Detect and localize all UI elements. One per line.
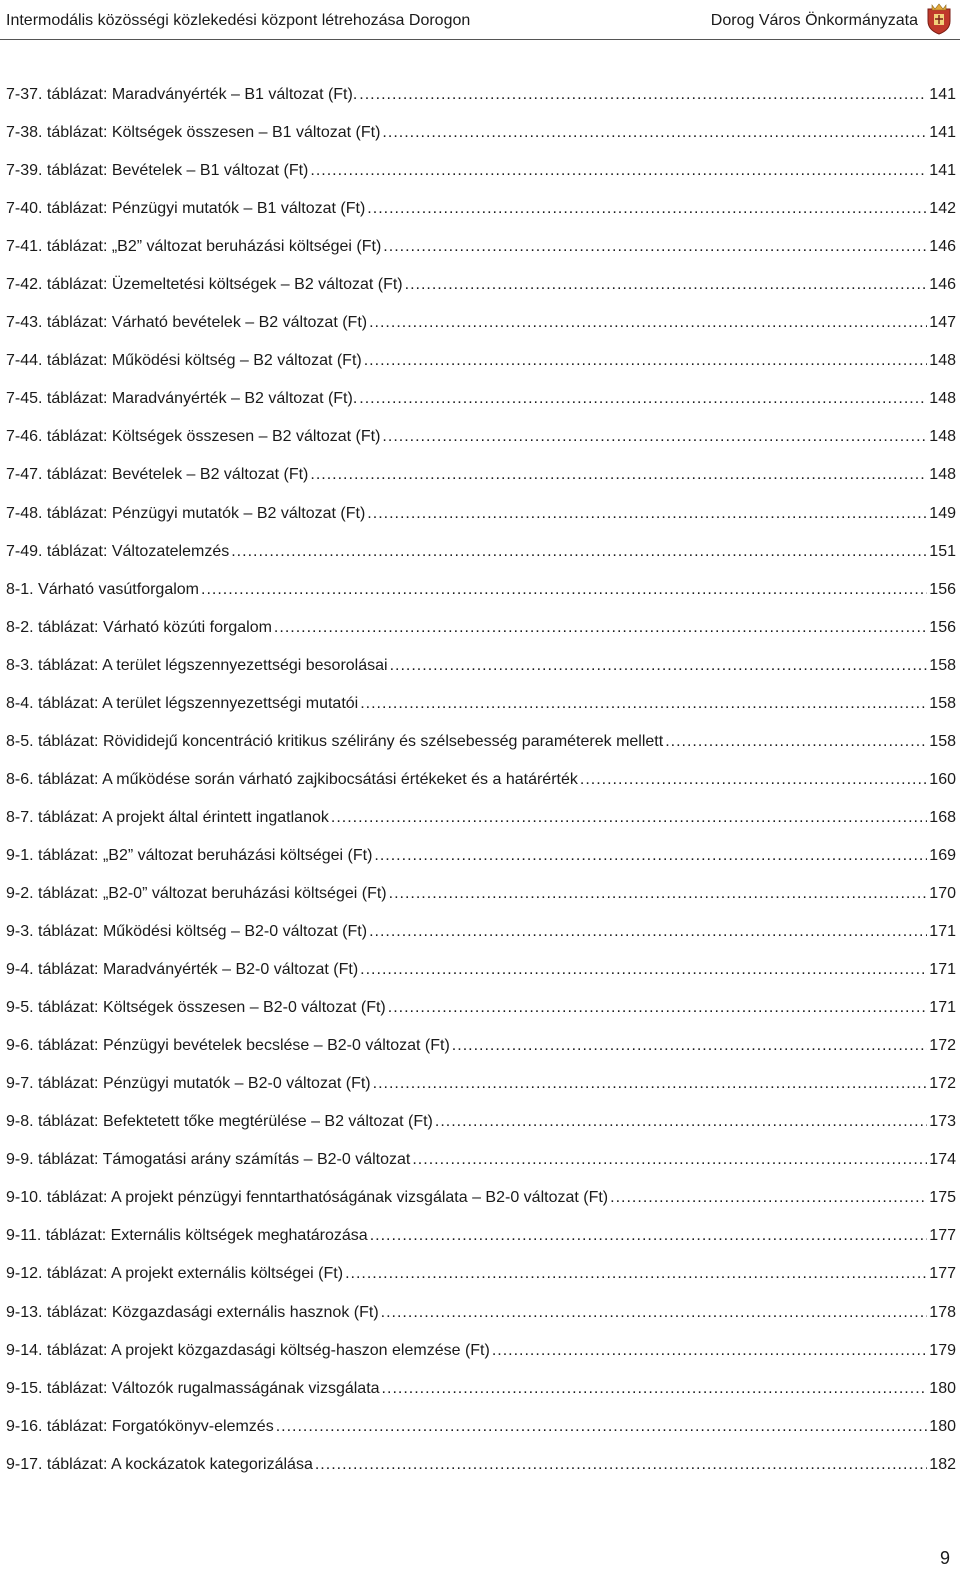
page-number: 9 xyxy=(939,1548,950,1568)
dot-leader xyxy=(452,1037,928,1055)
toc-entry-page: 180 xyxy=(929,1417,956,1435)
dot-leader xyxy=(367,505,927,523)
toc-entry[interactable] xyxy=(6,1113,956,1151)
toc-entry-page: 158 xyxy=(929,656,956,674)
toc-entry-label: 7-38. táblázat: Költségek összesen – B1 változat (Ft) xyxy=(6,124,381,142)
toc-entry-page: 151 xyxy=(929,542,956,560)
dot-leader xyxy=(373,1075,928,1093)
organization-name: Dorog Város Önkormányzata xyxy=(710,12,918,29)
toc-entry[interactable] xyxy=(6,466,956,504)
toc-entry[interactable] xyxy=(6,619,956,657)
toc-entry[interactable] xyxy=(6,581,956,619)
toc-entry-page: 172 xyxy=(929,1037,956,1055)
list-of-tables xyxy=(6,86,956,1494)
toc-entry-page: 171 xyxy=(929,999,956,1017)
toc-entry[interactable] xyxy=(6,1265,956,1303)
toc-entry-page: 169 xyxy=(929,846,956,864)
dot-leader xyxy=(360,695,927,713)
toc-entry[interactable] xyxy=(6,847,956,885)
dot-leader xyxy=(364,352,928,370)
toc-entry[interactable] xyxy=(6,809,956,847)
dot-leader xyxy=(201,581,927,599)
toc-entry-label: 7-49. táblázat: Változatelemzés xyxy=(6,542,230,560)
toc-entry-label: 9-12. táblázat: A projekt externális költségei (Ft) xyxy=(6,1265,344,1283)
toc-entry-label: 9-16. táblázat: Forgatókönyv-elemzés xyxy=(6,1417,274,1435)
toc-entry-label: 9-15. táblázat: Változók rugalmasságának vizsgálata xyxy=(6,1379,380,1397)
toc-entry-label: 7-48. táblázat: Pénzügyi mutatók – B2 változat (Ft) xyxy=(6,504,366,522)
toc-entry-label: 8-5. táblázat: Rövididejű koncentráció kritikus szélirány és szélsebesség paraméterek mellett xyxy=(6,732,664,750)
toc-entry[interactable] xyxy=(6,1304,956,1342)
toc-entry-label: 9-4. táblázat: Maradványérték – B2-0 változat (Ft) xyxy=(6,961,359,979)
toc-entry-page: 148 xyxy=(929,428,956,446)
toc-entry-label: 7-39. táblázat: Bevételek – B1 változat (Ft) xyxy=(6,162,309,180)
toc-entry[interactable] xyxy=(6,733,956,771)
toc-entry-page: 158 xyxy=(929,694,956,712)
toc-entry[interactable] xyxy=(6,124,956,162)
toc-entry-page: 182 xyxy=(929,1455,956,1473)
toc-entry-label: 9-17. táblázat: A kockázatok kategorizálása xyxy=(6,1455,313,1473)
toc-entry-label: 9-3. táblázat: Működési költség – B2-0 változat (Ft) xyxy=(6,923,368,941)
toc-entry-page: 149 xyxy=(929,504,956,522)
toc-entry-label: 9-14. táblázat: A projekt közgazdasági költség-haszon elemzése (Ft) xyxy=(6,1341,490,1359)
dot-leader xyxy=(665,733,927,751)
dot-leader xyxy=(276,1418,928,1436)
toc-entry-label: 9-9. táblázat: Támogatási arány számítás – B2-0 változat xyxy=(6,1151,411,1169)
toc-entry[interactable] xyxy=(6,1037,956,1075)
toc-entry[interactable] xyxy=(6,885,956,923)
toc-entry-label: 8-6. táblázat: A működése során várható zajkibocsátási értékeket és a határérték xyxy=(6,770,578,788)
toc-entry-label: 9-11. táblázat: Externális költségek meghatározása xyxy=(6,1227,368,1245)
dot-leader xyxy=(381,1304,928,1322)
dot-leader xyxy=(405,276,928,294)
dot-leader xyxy=(383,238,927,256)
toc-entry-page: 160 xyxy=(929,770,956,788)
toc-entry-page: 156 xyxy=(929,618,956,636)
dot-leader xyxy=(359,86,927,104)
toc-entry[interactable] xyxy=(6,999,956,1037)
dot-leader xyxy=(610,1189,927,1207)
toc-entry[interactable] xyxy=(6,1151,956,1189)
toc-entry-label: 7-47. táblázat: Bevételek – B2 változat (Ft) xyxy=(6,466,309,484)
toc-entry-label: 7-46. táblázat: Költségek összesen – B2 változat (Ft) xyxy=(6,428,381,446)
header-divider xyxy=(0,39,960,40)
toc-entry-label: 9-7. táblázat: Pénzügyi mutatók – B2-0 változat (Ft) xyxy=(6,1075,371,1093)
toc-entry-label: 7-41. táblázat: „B2” változat beruházási költségei (Ft) xyxy=(6,238,382,256)
toc-entry-page: 171 xyxy=(929,961,956,979)
toc-entry[interactable] xyxy=(6,200,956,238)
toc-entry[interactable] xyxy=(6,352,956,390)
toc-entry-label: 9-6. táblázat: Pénzügyi bevételek becslése – B2-0 változat (Ft) xyxy=(6,1037,450,1055)
toc-entry-page: 174 xyxy=(929,1151,956,1169)
toc-entry-page: 141 xyxy=(929,162,956,180)
toc-entry[interactable] xyxy=(6,314,956,352)
dot-leader xyxy=(345,1265,927,1283)
toc-entry[interactable] xyxy=(6,1418,956,1456)
toc-entry[interactable] xyxy=(6,86,956,124)
toc-entry[interactable] xyxy=(6,1342,956,1380)
dot-leader xyxy=(412,1151,927,1169)
toc-entry-page: 158 xyxy=(929,732,956,750)
toc-entry[interactable] xyxy=(6,162,956,200)
toc-entry[interactable] xyxy=(6,1456,956,1494)
toc-entry-label: 7-43. táblázat: Várható bevételek – B2 változat (Ft) xyxy=(6,314,368,332)
dot-leader xyxy=(369,923,927,941)
toc-entry[interactable] xyxy=(6,1227,956,1265)
toc-entry-label: 9-2. táblázat: „B2-0” változat beruházási költségei (Ft) xyxy=(6,884,387,902)
toc-entry-page: 180 xyxy=(929,1379,956,1397)
toc-entry-label: 7-44. táblázat: Működési költség – B2 változat (Ft) xyxy=(6,352,362,370)
toc-entry-page: 171 xyxy=(929,923,956,941)
toc-entry-label: 8-4. táblázat: A terület légszennyezettségi mutatói xyxy=(6,694,359,712)
toc-entry-page: 146 xyxy=(929,238,956,256)
toc-entry-label: 7-40. táblázat: Pénzügyi mutatók – B1 változat (Ft) xyxy=(6,200,366,218)
toc-entry-label: 8-7. táblázat: A projekt által érintett ingatlanok xyxy=(6,808,329,826)
toc-entry-page: 175 xyxy=(929,1189,956,1207)
toc-entry-label: 9-10. táblázat: A projekt pénzügyi fenntarthatóságának vizsgálata – B2-0 változat (Ft) xyxy=(6,1189,609,1207)
toc-entry[interactable] xyxy=(6,505,956,543)
dot-leader xyxy=(274,619,927,637)
toc-entry-page: 146 xyxy=(929,276,956,294)
toc-entry-page: 156 xyxy=(929,580,956,598)
dot-leader xyxy=(374,847,927,865)
toc-entry-label: 9-1. táblázat: „B2” változat beruházási költségei (Ft) xyxy=(6,846,373,864)
toc-entry[interactable] xyxy=(6,543,956,581)
toc-entry-label: 8-3. táblázat: A terület légszennyezettségi besorolásai xyxy=(6,656,388,674)
toc-entry[interactable] xyxy=(6,695,956,733)
dot-leader xyxy=(390,657,928,675)
dot-leader xyxy=(580,771,927,789)
toc-entry[interactable] xyxy=(6,1075,956,1113)
dot-leader xyxy=(315,1456,927,1474)
toc-entry-page: 172 xyxy=(929,1075,956,1093)
dot-leader xyxy=(331,809,927,827)
toc-entry[interactable] xyxy=(6,923,956,961)
dot-leader xyxy=(389,885,928,903)
toc-entry[interactable] xyxy=(6,961,956,999)
dot-leader xyxy=(382,428,927,446)
toc-entry-page: 141 xyxy=(929,86,956,103)
dot-leader xyxy=(310,466,927,484)
dot-leader xyxy=(435,1113,927,1131)
coat-of-arms-icon xyxy=(924,3,954,35)
toc-entry[interactable] xyxy=(6,276,956,314)
toc-entry-page: 168 xyxy=(929,808,956,826)
toc-entry-page: 148 xyxy=(929,352,956,370)
toc-entry[interactable] xyxy=(6,657,956,695)
toc-entry-page: 148 xyxy=(929,466,956,484)
dot-leader xyxy=(382,124,927,142)
toc-entry-page: 178 xyxy=(929,1303,956,1321)
toc-entry-label: 8-2. táblázat: Várható közúti forgalom xyxy=(6,618,272,636)
dot-leader xyxy=(492,1342,927,1360)
page-header xyxy=(0,0,960,40)
toc-entry-label: 9-5. táblázat: Költségek összesen – B2-0 változat (Ft) xyxy=(6,999,386,1017)
toc-entry-label: 7-45. táblázat: Maradványérték – B2 változat (Ft). xyxy=(6,390,358,408)
dot-leader xyxy=(231,543,927,561)
toc-entry-page: 173 xyxy=(929,1113,956,1131)
toc-entry[interactable] xyxy=(6,1189,956,1227)
toc-entry-page: 177 xyxy=(929,1265,956,1283)
document-title: Intermodális közösségi közlekedési központ létrehozása Dorogon xyxy=(6,12,471,29)
toc-entry-page: 177 xyxy=(929,1227,956,1245)
toc-entry-label: 9-8. táblázat: Befektetett tőke megtérülése – B2 változat (Ft) xyxy=(6,1113,433,1131)
dot-leader xyxy=(370,1227,928,1245)
dot-leader xyxy=(382,1380,928,1398)
dot-leader xyxy=(310,162,927,180)
dot-leader xyxy=(367,200,927,218)
toc-entry-label: 7-42. táblázat: Üzemeltetési költségek – B2 változat (Ft) xyxy=(6,276,403,294)
toc-entry-page: 141 xyxy=(929,124,956,142)
toc-entry-label: 7-37. táblázat: Maradványérték – B1 változat (Ft). xyxy=(6,86,358,103)
toc-entry-page: 179 xyxy=(929,1341,956,1359)
toc-entry-page: 148 xyxy=(929,390,956,408)
dot-leader xyxy=(369,314,927,332)
dot-leader xyxy=(359,390,927,408)
toc-entry-page: 170 xyxy=(929,884,956,902)
toc-entry[interactable] xyxy=(6,390,956,428)
dot-leader xyxy=(360,961,927,979)
toc-entry[interactable] xyxy=(6,771,956,809)
toc-entry[interactable] xyxy=(6,238,956,276)
toc-entry-label: 9-13. táblázat: Közgazdasági externális hasznok (Ft) xyxy=(6,1303,379,1321)
toc-entry-page: 142 xyxy=(929,200,956,218)
toc-entry-page: 147 xyxy=(929,314,956,332)
toc-entry[interactable] xyxy=(6,1380,956,1418)
dot-leader xyxy=(388,999,928,1017)
toc-entry[interactable] xyxy=(6,428,956,466)
toc-entry-label: 8-1. Várható vasútforgalom xyxy=(6,580,199,598)
